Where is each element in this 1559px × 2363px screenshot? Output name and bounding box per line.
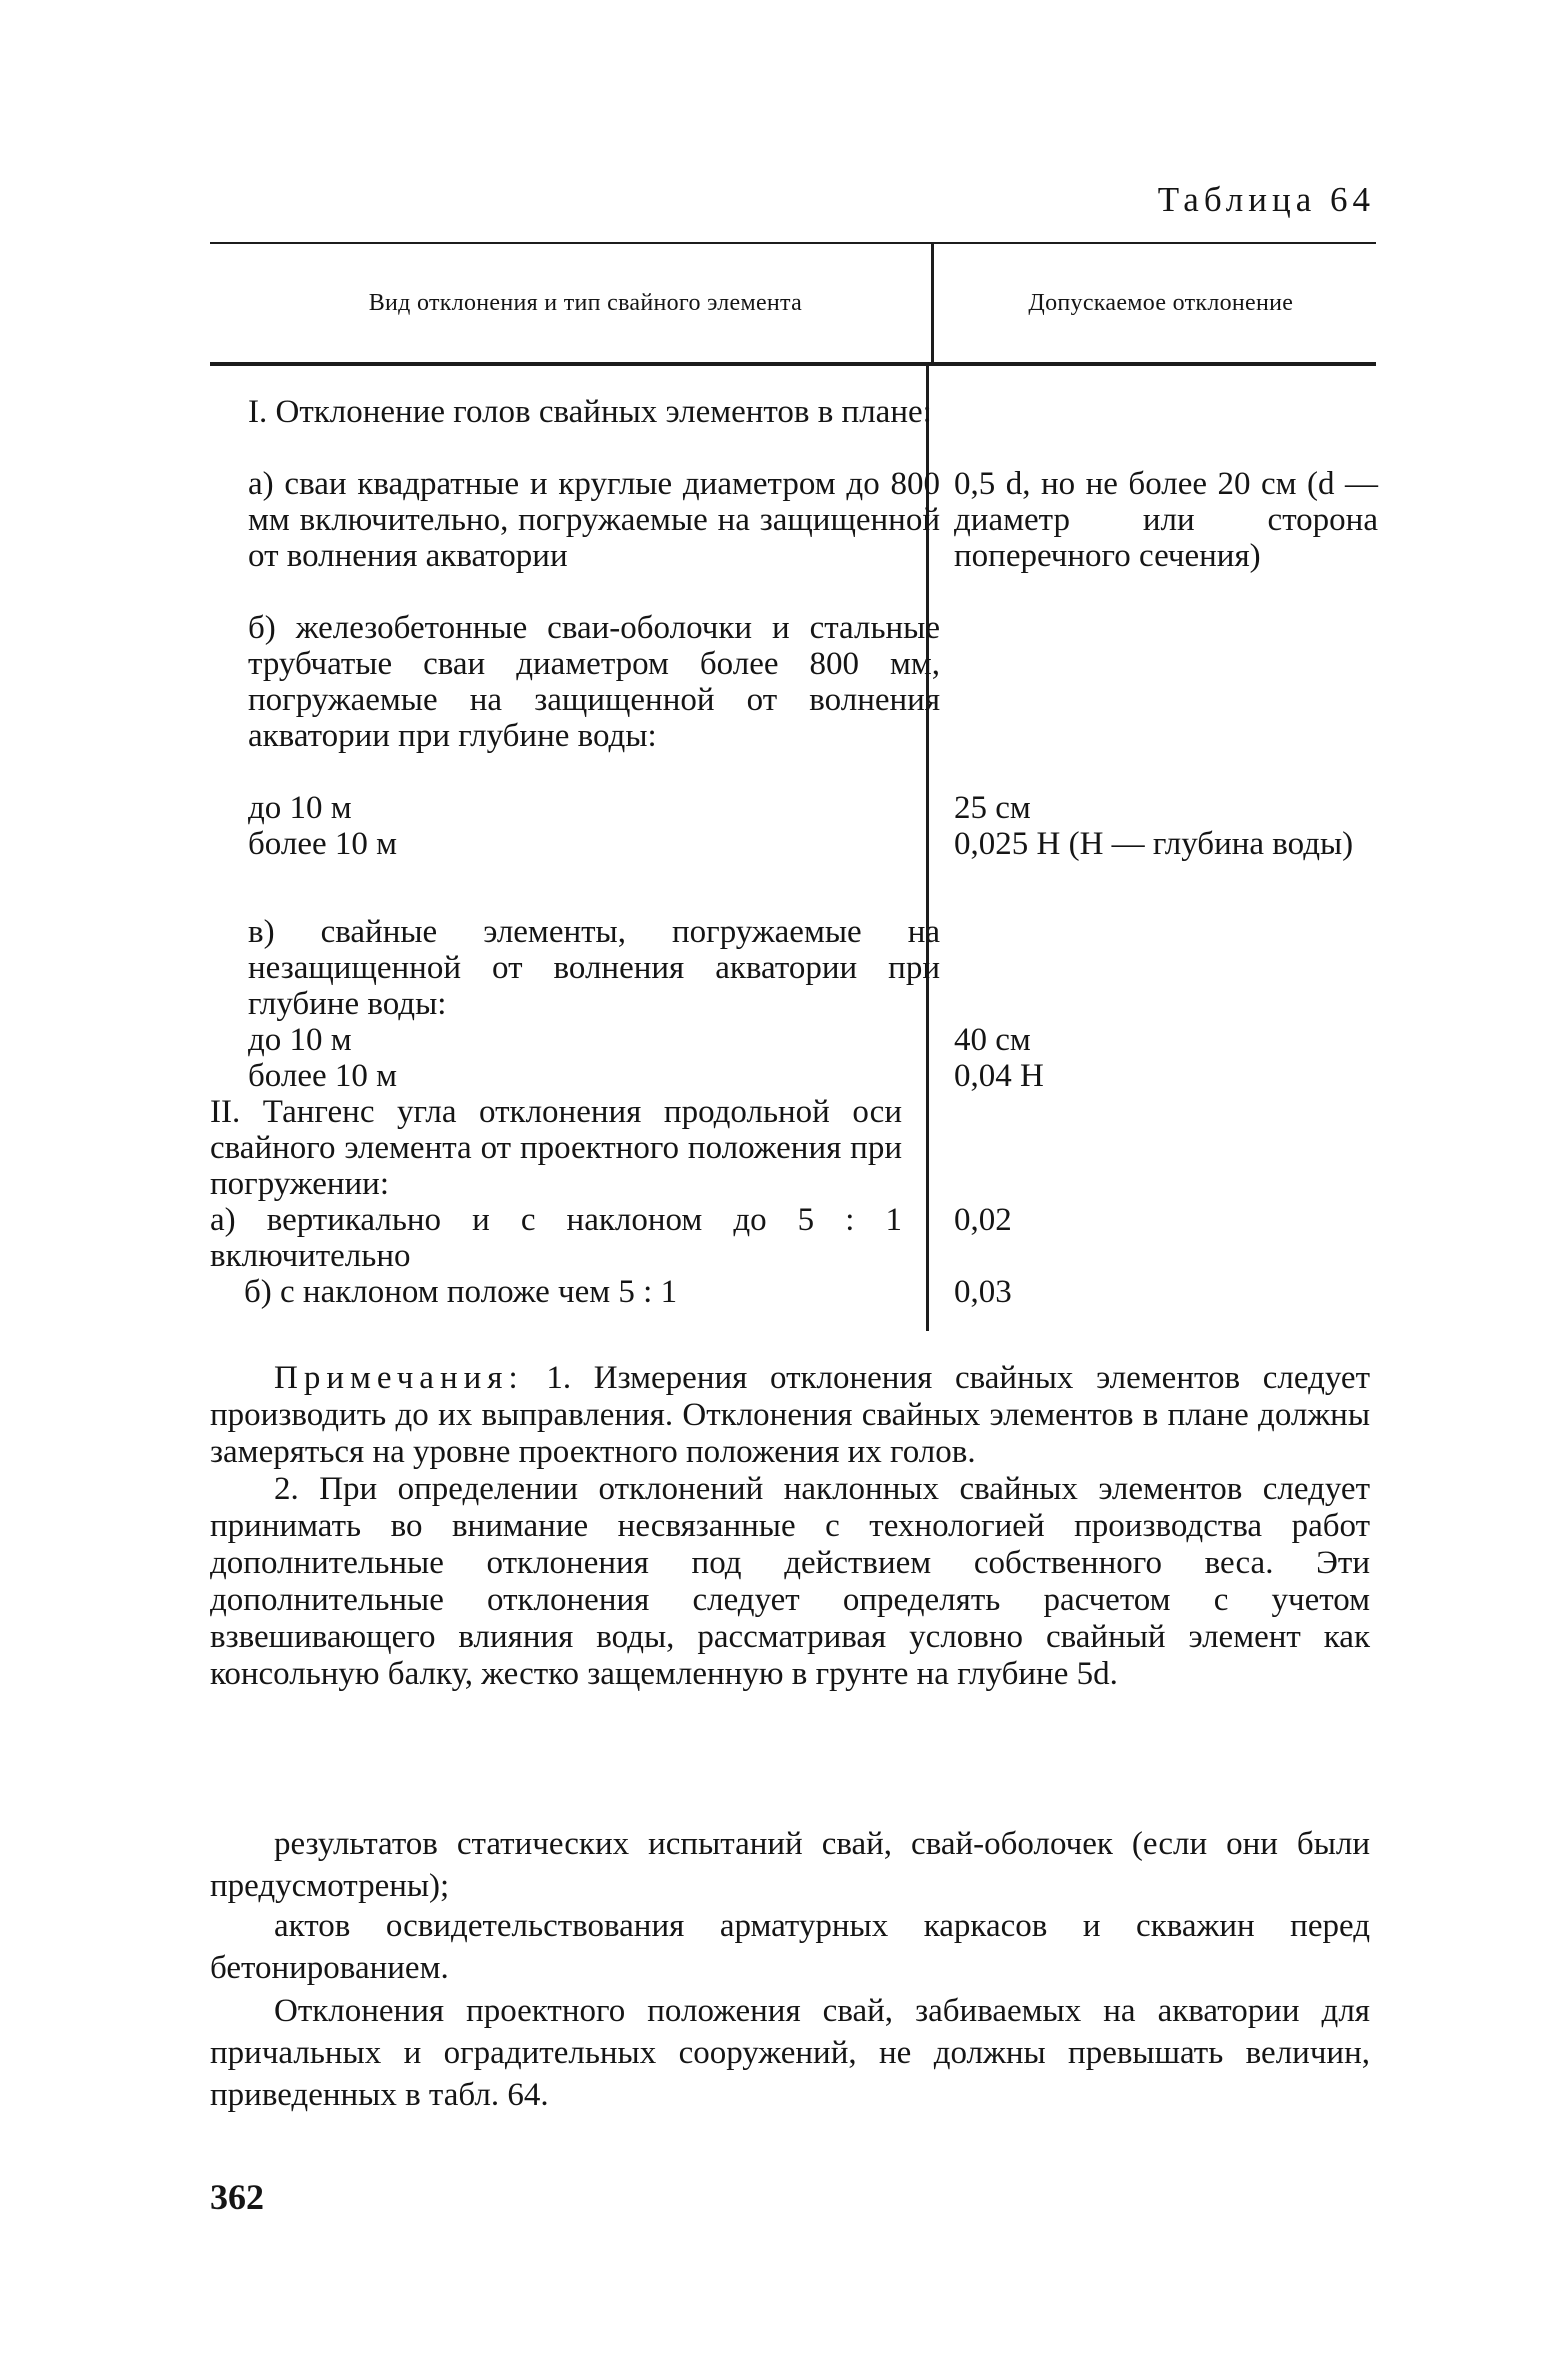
row-allowed-deviation: 0,025 H (H — глубина воды): [954, 826, 1354, 862]
body-paragraph-3: Отклонения проектного положения свай, забиваемых на акватории для причальных и оградительных сооружений, не должны превышать величин, приведенных в табл. 64.: [210, 1993, 1370, 2113]
row-deviation-type: б) железобетонные сваи-оболочки и стальные трубчатые сваи диаметром более 800 мм, погружаемые на защищенной от волнения акватории при глубине воды:: [248, 610, 940, 754]
row-allowed-deviation: 0,02: [954, 1202, 1012, 1238]
row-deviation-type: а) сваи квадратные и круглые диаметром до 800 мм включительно, погружаемые на защищенной от волнения акватории: [248, 466, 940, 574]
deviation-table: [210, 242, 1376, 1331]
row-allowed-deviation: 0,03: [954, 1274, 1012, 1310]
table-body: [210, 366, 1376, 1331]
row-deviation-type: до 10 м: [248, 1022, 352, 1058]
table-header-row: [210, 244, 1376, 362]
row-deviation-type: I. Отклонение голов свайных элементов в плане:: [248, 394, 932, 430]
body-paragraph-2: актов освидетельствования арматурных каркасов и скважин перед бетонированием.: [210, 1908, 1370, 1986]
row-allowed-deviation: 40 см: [954, 1022, 1031, 1058]
row-allowed-deviation: 0,5 d, но не более 20 см (d — диаметр или сторона поперечного сечения): [954, 466, 1378, 574]
header-deviation-type: Вид отклонения и тип свайного элемента: [368, 289, 803, 316]
notes-label: Примечания:: [274, 1360, 524, 1396]
note-2: 2. При определении отклонений наклонных свайных элементов следует принимать во внимание несвязанные с технологией производства работ дополнительные отклонения под действием собственного веса. Эти дополнительные отклонения следует определять расчетом с учетом взвешивающего влияния воды, рассматривая условно свайный элемент как консольную балку, жестко защемленную в грунте на глубине 5d.: [210, 1471, 1370, 1692]
row-deviation-type: б) с наклоном положе чем 5 : 1: [244, 1274, 678, 1310]
row-allowed-deviation: 25 см: [954, 790, 1031, 826]
row-deviation-type: а) вертикально и с наклоном до 5 : 1 включительно: [210, 1202, 902, 1274]
row-deviation-type: более 10 м: [248, 1058, 397, 1094]
row-deviation-type: в) свайные элементы, погружаемые на незащищенной от волнения акватории при глубине воды:: [248, 914, 940, 1022]
row-allowed-deviation: 0,04 H: [954, 1058, 1044, 1094]
body-paragraph: [210, 1905, 1370, 1989]
table-caption: Таблица 64: [1157, 180, 1375, 219]
row-deviation-type: II. Тангенс угла отклонения продольной оси свайного элемента от проектного положения при погружении:: [210, 1094, 902, 1202]
page-number: 362: [210, 2177, 264, 2217]
row-deviation-type: более 10 м: [248, 826, 397, 862]
note-1-text: 1. Измерения отклонения свайных элементов следует производить до их выправления. Отклонения свайных элементов в плане должны замеряться на уровне проектного положения их голов.: [210, 1360, 1370, 1470]
body-paragraph: [210, 1990, 1370, 2116]
note-1: [210, 1360, 1370, 1471]
table-notes: [210, 1360, 1370, 1693]
body-paragraph: [210, 1823, 1370, 1907]
body-paragraph-1: результатов статических испытаний свай, свай-оболочек (если они были предусмотрены);: [210, 1826, 1370, 1904]
header-allowed-deviation: Допускаемое отклонение: [1028, 289, 1294, 316]
row-deviation-type: до 10 м: [248, 790, 352, 826]
